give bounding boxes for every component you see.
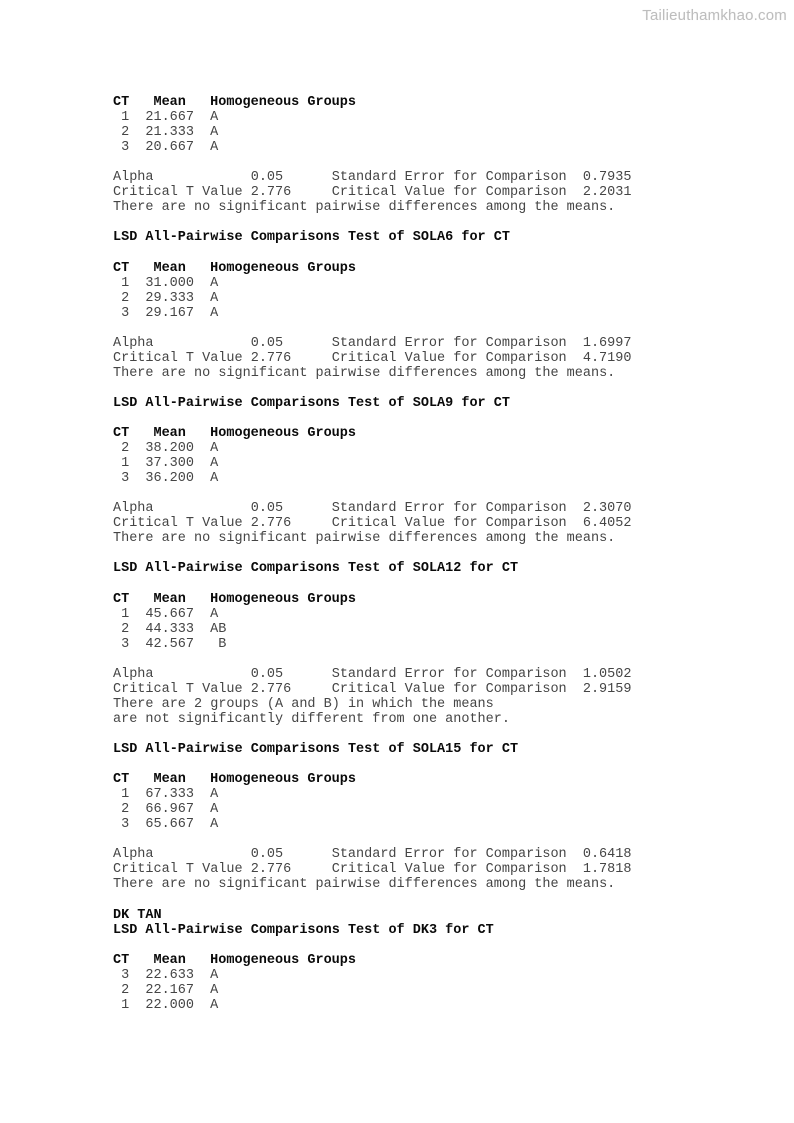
blank-line	[113, 938, 653, 953]
blank-line	[113, 381, 653, 396]
table-row	[113, 607, 653, 622]
stat-value: 2.776	[250, 862, 292, 878]
row-mean-value: 36.200	[145, 471, 194, 487]
blank-line	[113, 757, 653, 772]
stat-line	[113, 682, 653, 697]
row-ct-value: 3	[121, 305, 130, 321]
note-text: There are no significant pairwise differences among the means.	[113, 531, 616, 547]
blank-line	[113, 411, 653, 426]
header-homogeneous-groups: Homogeneous Groups	[210, 95, 356, 110]
section-title	[113, 742, 653, 757]
stat-label: Critical Value for Comparison	[331, 516, 567, 532]
stat-line	[113, 667, 653, 682]
stat-label: Critical T Value	[113, 681, 243, 697]
row-mean-value: 29.167	[145, 305, 194, 321]
stat-value: 1.7818	[582, 862, 632, 878]
row-mean-value: 45.667	[145, 606, 194, 622]
row-group-value: A	[210, 967, 219, 983]
stat-label: Standard Error for Comparison	[331, 335, 567, 351]
row-mean-value: 67.333	[145, 787, 194, 803]
stat-label: Critical Value for Comparison	[331, 862, 567, 878]
note-line	[113, 697, 653, 712]
stat-label: Standard Error for Comparison	[331, 501, 567, 517]
stat-label: Alpha	[113, 501, 154, 517]
stat-value: 4.7190	[582, 350, 632, 366]
row-group-value: A	[210, 802, 219, 818]
stat-label: Critical T Value	[113, 516, 243, 532]
document-body	[113, 95, 653, 1028]
stat-value: 2.776	[250, 516, 292, 532]
header-homogeneous-groups: Homogeneous Groups	[210, 591, 356, 607]
blank-line	[113, 652, 653, 667]
stat-label: Standard Error for Comparison	[331, 170, 567, 186]
row-ct-value: 1	[121, 456, 130, 472]
row-ct-value: 3	[121, 471, 130, 487]
stat-value: 1.0502	[582, 666, 632, 682]
table-row	[113, 817, 653, 832]
row-ct-value: 1	[121, 275, 130, 291]
header-ct: CT	[113, 426, 130, 442]
row-mean-value: 66.967	[145, 802, 194, 818]
table-header	[113, 953, 653, 968]
blank-line	[113, 832, 653, 847]
blank-line	[113, 155, 653, 170]
section-title-text: LSD All-Pairwise Comparisons Test of SOLA15 for CT	[113, 742, 519, 758]
row-group-value: A	[210, 982, 219, 998]
header-mean: Mean	[153, 260, 186, 276]
row-ct-value: 2	[121, 290, 130, 306]
blank-line	[113, 577, 653, 592]
row-ct-value: 2	[121, 125, 130, 141]
table-row	[113, 637, 653, 652]
stat-label: Alpha	[113, 847, 154, 863]
header-ct: CT	[113, 95, 130, 110]
row-group-value: A	[210, 787, 219, 803]
header-homogeneous-groups: Homogeneous Groups	[210, 426, 356, 442]
header-mean: Mean	[153, 772, 186, 788]
note-text: There are 2 groups (A and B) in which the means	[113, 696, 494, 712]
note-text: There are no significant pairwise differences among the means.	[113, 200, 616, 216]
note-line	[113, 200, 653, 215]
note-line	[113, 712, 653, 727]
section-title-text: LSD All-Pairwise Comparisons Test of SOLA12 for CT	[113, 561, 519, 577]
row-group-value: A	[210, 456, 219, 472]
row-group-value: B	[210, 636, 227, 652]
stat-value: 2.776	[250, 350, 292, 366]
note-text: are not significantly different from one another.	[113, 711, 510, 727]
table-row	[113, 998, 653, 1013]
stat-value: 2.776	[250, 185, 292, 201]
row-mean-value: 37.300	[145, 456, 194, 472]
row-mean-value: 31.000	[145, 275, 194, 291]
stat-value: 2.9159	[582, 681, 632, 697]
row-mean-value: 29.333	[145, 290, 194, 306]
watermark: Tailieuthamkhao.com	[642, 7, 787, 24]
row-group-value: A	[210, 275, 219, 291]
row-ct-value: 2	[121, 441, 130, 457]
section-title-text: LSD All-Pairwise Comparisons Test of SOLA6 for CT	[113, 230, 510, 246]
table-row	[113, 456, 653, 471]
table-row	[113, 125, 653, 140]
note-text: There are no significant pairwise differences among the means.	[113, 877, 616, 893]
table-row	[113, 983, 653, 998]
row-ct-value: 2	[121, 982, 130, 998]
header-ct: CT	[113, 772, 130, 788]
stat-label: Critical Value for Comparison	[331, 681, 567, 697]
stat-line	[113, 336, 653, 351]
row-ct-value: 1	[121, 110, 130, 126]
table-row	[113, 140, 653, 155]
note-line	[113, 877, 653, 892]
blank-line	[113, 546, 653, 561]
section-title-text: LSD All-Pairwise Comparisons Test of DK3 for CT	[113, 922, 494, 938]
stat-line	[113, 847, 653, 862]
table-row	[113, 968, 653, 983]
row-group-value: A	[210, 471, 219, 487]
stat-line	[113, 501, 653, 516]
stat-line	[113, 862, 653, 877]
section-title	[113, 908, 653, 923]
stat-line	[113, 170, 653, 185]
blank-line	[113, 727, 653, 742]
table-header	[113, 772, 653, 787]
stat-value: 2.776	[250, 681, 292, 697]
row-group-value: A	[210, 441, 219, 457]
table-row	[113, 441, 653, 456]
table-row	[113, 471, 653, 486]
table-row	[113, 787, 653, 802]
stat-label: Critical T Value	[113, 862, 243, 878]
table-row	[113, 276, 653, 291]
row-mean-value: 22.633	[145, 967, 194, 983]
row-group-value: A	[210, 817, 219, 833]
stat-label: Alpha	[113, 666, 154, 682]
table-header	[113, 426, 653, 441]
stat-value: 0.05	[250, 666, 284, 682]
stat-label: Critical T Value	[113, 185, 243, 201]
stat-value: 0.05	[250, 335, 284, 351]
stat-label: Critical Value for Comparison	[331, 185, 567, 201]
header-homogeneous-groups: Homogeneous Groups	[210, 952, 356, 968]
row-ct-value: 1	[121, 787, 130, 803]
header-mean: Mean	[153, 95, 186, 110]
section-title	[113, 561, 653, 576]
blank-line	[113, 245, 653, 260]
row-mean-value: 22.000	[145, 997, 194, 1013]
row-group-value: A	[210, 305, 219, 321]
row-group-value: A	[210, 290, 219, 306]
row-ct-value: 3	[121, 140, 130, 156]
blank-line	[113, 892, 653, 907]
row-group-value: A	[210, 110, 219, 126]
blank-line	[113, 321, 653, 336]
row-ct-value: 2	[121, 621, 130, 637]
stat-label: Standard Error for Comparison	[331, 666, 567, 682]
note-text: There are no significant pairwise differences among the means.	[113, 365, 616, 381]
stat-label: Alpha	[113, 170, 154, 186]
table-row	[113, 622, 653, 637]
stat-label: Alpha	[113, 335, 154, 351]
table-row	[113, 291, 653, 306]
section-title	[113, 396, 653, 411]
row-group-value: AB	[210, 621, 227, 637]
table-row	[113, 306, 653, 321]
row-ct-value: 1	[121, 606, 130, 622]
row-mean-value: 22.167	[145, 982, 194, 998]
row-mean-value: 21.333	[145, 125, 194, 141]
section-title	[113, 923, 653, 938]
row-ct-value: 3	[121, 967, 130, 983]
header-ct: CT	[113, 952, 130, 968]
note-line	[113, 366, 653, 381]
stat-value: 2.2031	[582, 185, 632, 201]
row-ct-value: 2	[121, 802, 130, 818]
blank-line	[113, 486, 653, 501]
row-mean-value: 21.667	[145, 110, 194, 126]
blank-line	[113, 1013, 653, 1028]
row-mean-value: 20.667	[145, 140, 194, 156]
header-mean: Mean	[153, 952, 186, 968]
stat-line	[113, 351, 653, 366]
row-ct-value: 3	[121, 817, 130, 833]
stat-value: 0.7935	[582, 170, 632, 186]
row-mean-value: 42.567	[145, 636, 194, 652]
header-mean: Mean	[153, 591, 186, 607]
table-header	[113, 95, 653, 110]
stat-value: 1.6997	[582, 335, 632, 351]
note-line	[113, 531, 653, 546]
stat-value: 0.05	[250, 847, 284, 863]
table-row	[113, 110, 653, 125]
header-ct: CT	[113, 591, 130, 607]
row-mean-value: 65.667	[145, 817, 194, 833]
stat-line	[113, 185, 653, 200]
table-header	[113, 592, 653, 607]
stat-value: 2.3070	[582, 501, 632, 517]
row-mean-value: 38.200	[145, 441, 194, 457]
stat-value: 6.4052	[582, 516, 632, 532]
row-group-value: A	[210, 140, 219, 156]
blank-line	[113, 215, 653, 230]
header-homogeneous-groups: Homogeneous Groups	[210, 772, 356, 788]
row-group-value: A	[210, 125, 219, 141]
stat-label: Standard Error for Comparison	[331, 847, 567, 863]
row-ct-value: 3	[121, 636, 130, 652]
stat-value: 0.05	[250, 501, 284, 517]
section-title-text: LSD All-Pairwise Comparisons Test of SOLA9 for CT	[113, 395, 510, 411]
section-title	[113, 230, 653, 245]
stat-label: Critical Value for Comparison	[331, 350, 567, 366]
row-group-value: A	[210, 606, 219, 622]
section-title-text: DK TAN	[113, 907, 162, 923]
row-ct-value: 1	[121, 997, 130, 1013]
table-header	[113, 261, 653, 276]
stat-label: Critical T Value	[113, 350, 243, 366]
stat-value: 0.05	[250, 170, 284, 186]
table-row	[113, 802, 653, 817]
header-ct: CT	[113, 260, 130, 276]
row-group-value: A	[210, 997, 219, 1013]
stat-line	[113, 516, 653, 531]
row-mean-value: 44.333	[145, 621, 194, 637]
header-homogeneous-groups: Homogeneous Groups	[210, 260, 356, 276]
header-mean: Mean	[153, 426, 186, 442]
stat-value: 0.6418	[582, 847, 632, 863]
